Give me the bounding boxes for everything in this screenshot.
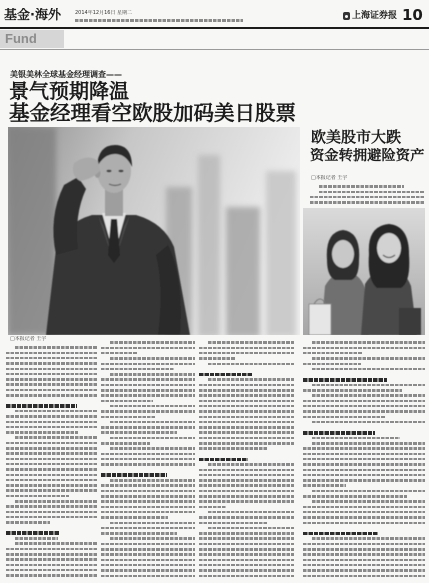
lead-byline: □本报记者 王宇: [10, 336, 47, 342]
body-text-line: [101, 378, 195, 381]
body-text-line: [312, 500, 425, 503]
building: [8, 127, 56, 335]
body-text-line: [303, 559, 425, 562]
body-text-line: [15, 410, 97, 413]
body-text-line: [199, 357, 236, 360]
side-story-photo: [303, 208, 425, 335]
body-text-line: [303, 453, 425, 456]
body-text-line: [101, 352, 138, 355]
body-text-line: [6, 447, 97, 450]
body-text-line: [101, 368, 174, 371]
body-text-line: [101, 426, 195, 429]
body-text-line: [6, 452, 97, 455]
body-text-line: [303, 575, 425, 578]
body-text-line: [6, 426, 97, 429]
body-text-line: [6, 479, 97, 482]
section-english-label: Fund: [5, 31, 37, 46]
body-text-line: [312, 341, 425, 344]
body-text-line: [6, 564, 97, 567]
body-text-line: [303, 553, 425, 556]
section-title: 基金·海外: [4, 8, 61, 23]
body-text-line: [101, 495, 195, 498]
body-text-line: [303, 400, 425, 403]
body-text-line: [101, 410, 195, 413]
body-text-line: [303, 410, 425, 413]
eye-right: [119, 170, 124, 172]
body-text-line: [199, 389, 294, 392]
body-text-line: [110, 341, 195, 344]
body-text-line: [199, 405, 294, 408]
body-text-line: [208, 341, 294, 344]
body-text-line: [6, 389, 97, 392]
body-text-line: [6, 516, 97, 519]
body-text-line: [199, 400, 294, 403]
building: [266, 171, 296, 335]
body-text-line: [101, 394, 195, 397]
subhead: [6, 404, 77, 408]
body-text-line: [6, 495, 69, 498]
body-text-line: [199, 437, 294, 440]
body-text-line: [110, 373, 195, 376]
body-text-line: [199, 495, 294, 498]
body-text-line: [303, 548, 425, 551]
body-text-line: [101, 384, 195, 387]
body-text-line: [199, 474, 294, 477]
body-text-line: [319, 191, 424, 194]
body-text-line: [303, 416, 386, 419]
body-text-line: [208, 463, 294, 466]
body-text-line: [6, 352, 97, 355]
body-text-line: [101, 442, 150, 445]
body-text-line: [101, 389, 195, 392]
subhead: [101, 473, 167, 477]
body-text-line: [6, 362, 97, 365]
body-text-line: [312, 490, 425, 493]
body-text-line: [199, 575, 294, 578]
body-text-line: [101, 511, 195, 514]
body-text-line: [6, 474, 97, 477]
body-text-line: [15, 537, 58, 540]
body-text-line: [6, 511, 97, 514]
body-text-line: [101, 484, 195, 487]
body-text-line: [6, 415, 97, 418]
body-text-line: [199, 410, 294, 413]
body-text-line: [303, 389, 402, 392]
body-text-line: [199, 469, 294, 472]
body-text-line: [6, 357, 97, 360]
body-text-line: [199, 522, 267, 525]
lead-headline-line2: 基金经理看空欧股加码美日股票: [9, 102, 296, 124]
body-text-line: [208, 363, 294, 366]
body-text-line: [6, 373, 97, 376]
page-number: 10: [402, 6, 423, 24]
body-text-line: [110, 447, 195, 450]
lead-story-photo: [8, 127, 300, 335]
body-text-line: [101, 532, 177, 535]
body-text-line: [303, 569, 425, 572]
body-text-line: [303, 363, 361, 366]
body-text-line: [303, 405, 425, 408]
header-rule: [0, 27, 429, 29]
body-text-line: [208, 378, 294, 381]
side-headline-line1: 欧美股市大跌: [311, 128, 402, 146]
body-text-line: [303, 352, 362, 355]
body-text-line: [101, 516, 168, 519]
body-text-line: [199, 500, 294, 503]
editor-info-line: [75, 19, 243, 22]
body-text-line: [110, 537, 195, 540]
body-text-line: [199, 384, 294, 387]
body-text-line: [303, 564, 425, 567]
subhead: [199, 373, 252, 377]
body-text-line: [303, 511, 425, 514]
newspaper-name: 上海证券报: [352, 11, 398, 21]
body-text-line: [199, 564, 294, 567]
body-text-line: [199, 569, 294, 572]
body-text-line: [6, 368, 97, 371]
body-text-line: [6, 558, 97, 561]
body-text-line: [110, 437, 195, 440]
body-text-line: [101, 553, 195, 556]
body-text-line: [199, 506, 226, 509]
side-headline-line2: 资金转拥避险资产: [310, 148, 425, 164]
body-text-line: [199, 394, 294, 397]
body-text-line: [199, 543, 294, 546]
body-text-line: [101, 559, 195, 562]
body-text-line: [199, 516, 294, 519]
body-text-line: [303, 543, 425, 546]
body-text-line: [303, 469, 425, 472]
body-text-line: [310, 196, 424, 199]
body-text-line: [199, 537, 294, 540]
body-text-line: [15, 500, 97, 503]
body-text-line: [312, 384, 425, 387]
body-text-line: [101, 453, 195, 456]
eye-left: [107, 170, 112, 172]
subhead: [6, 531, 60, 535]
body-text-line: [15, 346, 97, 349]
body-text-line: [101, 500, 195, 503]
body-text-line: [312, 357, 425, 360]
body-text-line: [101, 431, 177, 434]
body-text-line: [312, 394, 425, 397]
body-text-line: [101, 527, 195, 530]
body-text-line: [101, 400, 153, 403]
body-text-line: [303, 447, 425, 450]
subhead: [303, 532, 378, 536]
body-text-line: [6, 569, 97, 572]
building: [198, 155, 220, 335]
body-text-line: [110, 357, 195, 360]
body-text-line: [6, 505, 97, 508]
lead-column-2: [101, 340, 195, 579]
body-text-line: [6, 431, 78, 434]
subhead: [303, 378, 387, 382]
face: [377, 233, 401, 263]
body-text-line: [208, 527, 294, 530]
body-text-line: [199, 490, 294, 493]
body-text-line: [6, 458, 97, 461]
body-text-line: [199, 447, 267, 450]
body-text-line: [15, 436, 97, 439]
body-text-line: [312, 437, 400, 440]
body-text-line: [101, 564, 195, 567]
body-text-line: [110, 522, 195, 525]
building: [226, 207, 260, 335]
body-text-line: [303, 495, 407, 498]
body-text-line: [6, 383, 97, 386]
subhead: [199, 458, 248, 462]
body-text-line: [312, 537, 425, 540]
body-text-line: [101, 543, 195, 546]
body-text-line: [101, 548, 195, 551]
body-text-line: [199, 442, 294, 445]
body-text-line: [101, 490, 195, 493]
header-divider: [0, 49, 429, 50]
body-text-line: [6, 553, 97, 556]
body-text-line: [199, 532, 294, 535]
body-text-line: [110, 479, 195, 482]
body-text-line: [6, 421, 97, 424]
body-text-line: [303, 522, 425, 525]
body-text-line: [312, 442, 425, 445]
body-text-line: [6, 484, 97, 487]
lead-column-1: [6, 345, 97, 578]
body-text-line: [303, 506, 425, 509]
body-text-line: [303, 347, 425, 350]
body-text-line: [101, 463, 195, 466]
body-text-line: [110, 421, 195, 424]
body-text-line: [303, 479, 425, 482]
body-text-line: [199, 426, 294, 429]
body-text-line: [110, 405, 195, 408]
body-text-line: [6, 442, 97, 445]
side-column-1: [303, 340, 425, 579]
body-text-line: [6, 521, 50, 524]
body-text-line: [199, 548, 294, 551]
shopping-bag: [309, 304, 331, 335]
body-text-line: [303, 463, 425, 466]
shopping-bag: [399, 308, 421, 335]
body-text-line: [6, 378, 97, 381]
body-text-line: [199, 421, 294, 424]
body-text-line: [199, 416, 294, 419]
body-text-line: [101, 458, 195, 461]
body-text-line: [199, 352, 294, 355]
body-text-line: [199, 479, 294, 482]
newspaper-emblem-icon: [343, 12, 350, 20]
body-text-line: [101, 569, 195, 572]
subhead: [303, 431, 375, 435]
body-text-line: [101, 416, 156, 419]
body-text-line: [303, 516, 425, 519]
body-text-line: [6, 548, 97, 551]
body-text-line: [199, 347, 294, 350]
body-text-line: [6, 394, 97, 397]
body-text-line: [199, 431, 294, 434]
side-top-text: [310, 184, 424, 205]
lead-kicker: 美银美林全球基金经理调查——: [10, 70, 122, 79]
body-text-line: [312, 368, 425, 371]
body-text-line: [6, 463, 97, 466]
body-text-line: [15, 542, 97, 545]
lead-column-3: [199, 340, 294, 579]
face: [332, 240, 354, 268]
neck: [105, 189, 123, 216]
body-text-line: [101, 575, 195, 578]
body-text-line: [208, 511, 294, 514]
side-byline: □本报记者 王宇: [311, 175, 348, 181]
body-text-line: [199, 553, 294, 556]
body-text-line: [6, 574, 97, 577]
lead-headline-line1: 景气预期降温: [9, 80, 129, 102]
body-text-line: [310, 201, 424, 204]
body-text-line: [101, 506, 195, 509]
body-text-line: [303, 484, 346, 487]
body-text-line: [319, 185, 404, 188]
body-text-line: [199, 484, 294, 487]
issue-date: 2014年12月16日 星期二: [75, 10, 133, 16]
body-text-line: [6, 489, 97, 492]
body-text-line: [101, 347, 195, 350]
body-text-line: [199, 559, 294, 562]
body-text-line: [101, 363, 195, 366]
body-text-line: [312, 421, 425, 424]
body-text-line: [303, 458, 425, 461]
body-text-line: [6, 468, 97, 471]
body-text-line: [303, 474, 425, 477]
